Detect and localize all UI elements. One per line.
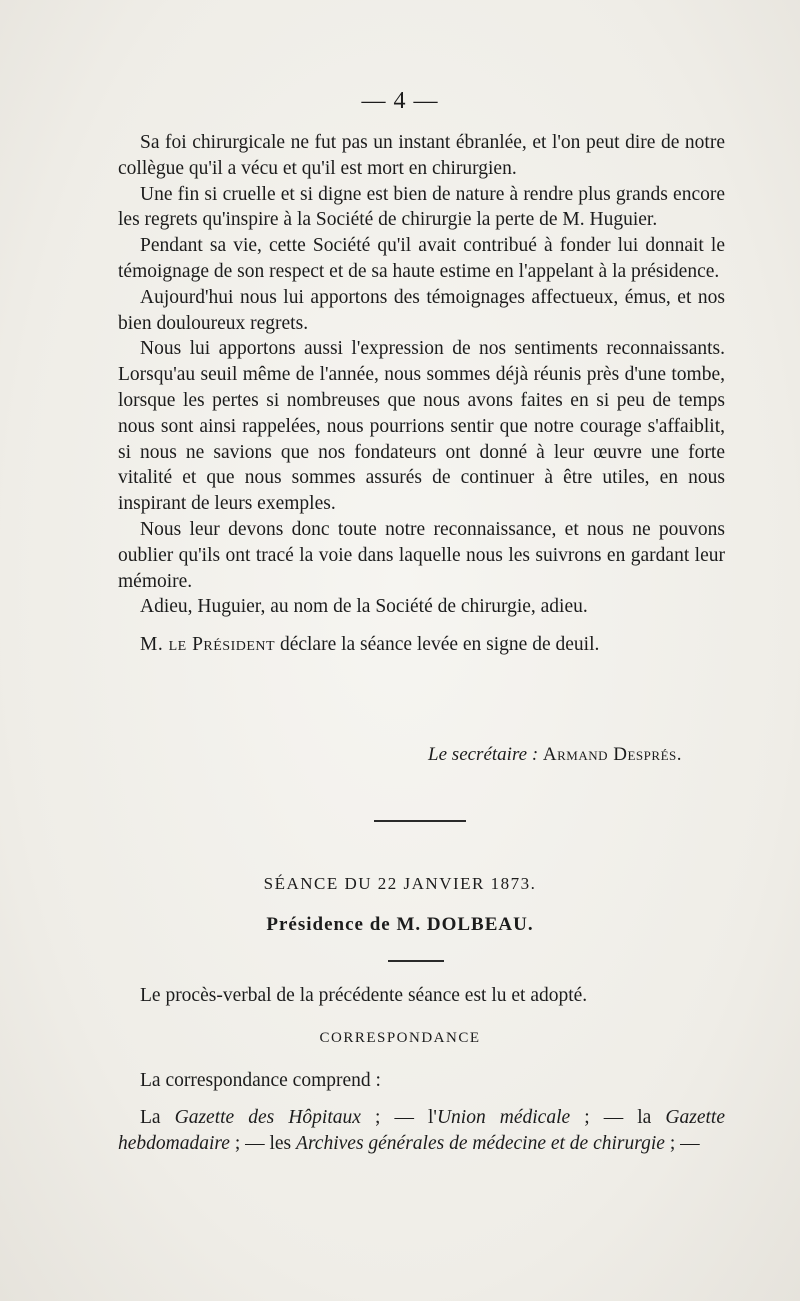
paragraph: Adieu, Huguier, au nom de la Société de chirurgie, adieu. <box>140 596 588 618</box>
seance-title: SÉANCE DU 22 JANVIER 1873. <box>263 874 537 893</box>
president-statement <box>118 632 725 658</box>
eulogy-text <box>118 130 725 658</box>
text-segment: ; — la <box>570 1107 666 1128</box>
journal-title: Gazette hebdomadaire <box>118 1107 725 1154</box>
page-number: — 4 — <box>361 88 439 114</box>
paragraph: Nous lui apportons aussi l'expression de nos sentiments reconnaissants. Lorsqu'au seuil même de l'année, nous sommes déjà réunis près d'une tombe, lorsque les pertes si nombreuses que nous avons faites en si peu de temps nous sont ainsi rappelées, nous pourrions sentir que notre courage s'affaiblit, si nous ne savions que nos fondateurs ont donné à leur œuvre une forte vitalité et que nous sommes assurés de continuer à être utiles, en nous inspirant de leurs exemples. <box>118 338 725 515</box>
correspondance-list <box>118 1105 725 1157</box>
correspondance-intro: La correspondance comprend : <box>140 1070 381 1091</box>
journal-title: Archives générales de médecine et de chirurgie <box>296 1132 665 1154</box>
text-segment: ; — les <box>229 1132 297 1154</box>
short-divider <box>388 960 444 962</box>
president-text: déclare la séance levée en signe de deuil. <box>279 634 600 656</box>
paragraph: Aujourd'hui nous lui apportons des témoignages affectueux, émus, et nos bien douloureux regrets. <box>118 286 725 334</box>
paragraph: Nous leur devons donc toute notre reconnaissance, et nous ne pouvons oublier qu'ils ont tracé la voie dans laquelle nous les suivrons en gardant leur mémoire. <box>118 518 725 592</box>
section-divider <box>374 820 466 822</box>
journal-title: Union médicale <box>436 1107 571 1128</box>
secretary-signature <box>428 744 682 766</box>
secretary-name: Armand Després. <box>542 744 682 765</box>
paragraph: Pendant sa vie, cette Société qu'il avait contribué à fonder lui donnait le témoignage de son respect et de sa haute estime en l'appelant à la présidence. <box>118 235 725 282</box>
presidence-line: Présidence de M. DOLBEAU. <box>266 914 534 935</box>
paragraph: Sa foi chirurgicale ne fut pas un instant ébranlée, et l'on peut dire de notre collègue qu'il a vécu et qu'il est mort en chirurgien. <box>118 132 725 179</box>
paragraph: Une fin si cruelle et si digne est bien de nature à rendre plus grands encore les regrets qu'inspire à la Société de chirurgie la perte de M. Huguier. <box>118 183 725 231</box>
proces-verbal: Le procès-verbal de la précédente séance est lu et adopté. <box>140 985 588 1006</box>
text-segment: ; — <box>664 1132 700 1154</box>
text-segment: La <box>140 1107 175 1128</box>
secretary-label: Le secrétaire : <box>428 744 539 765</box>
correspondance-heading: CORRESPONDANCE <box>319 1030 481 1046</box>
text-segment: ; — l' <box>360 1107 437 1128</box>
president-speaker: M. le Président <box>140 634 276 656</box>
journal-title: Gazette des Hôpitaux <box>174 1107 361 1128</box>
